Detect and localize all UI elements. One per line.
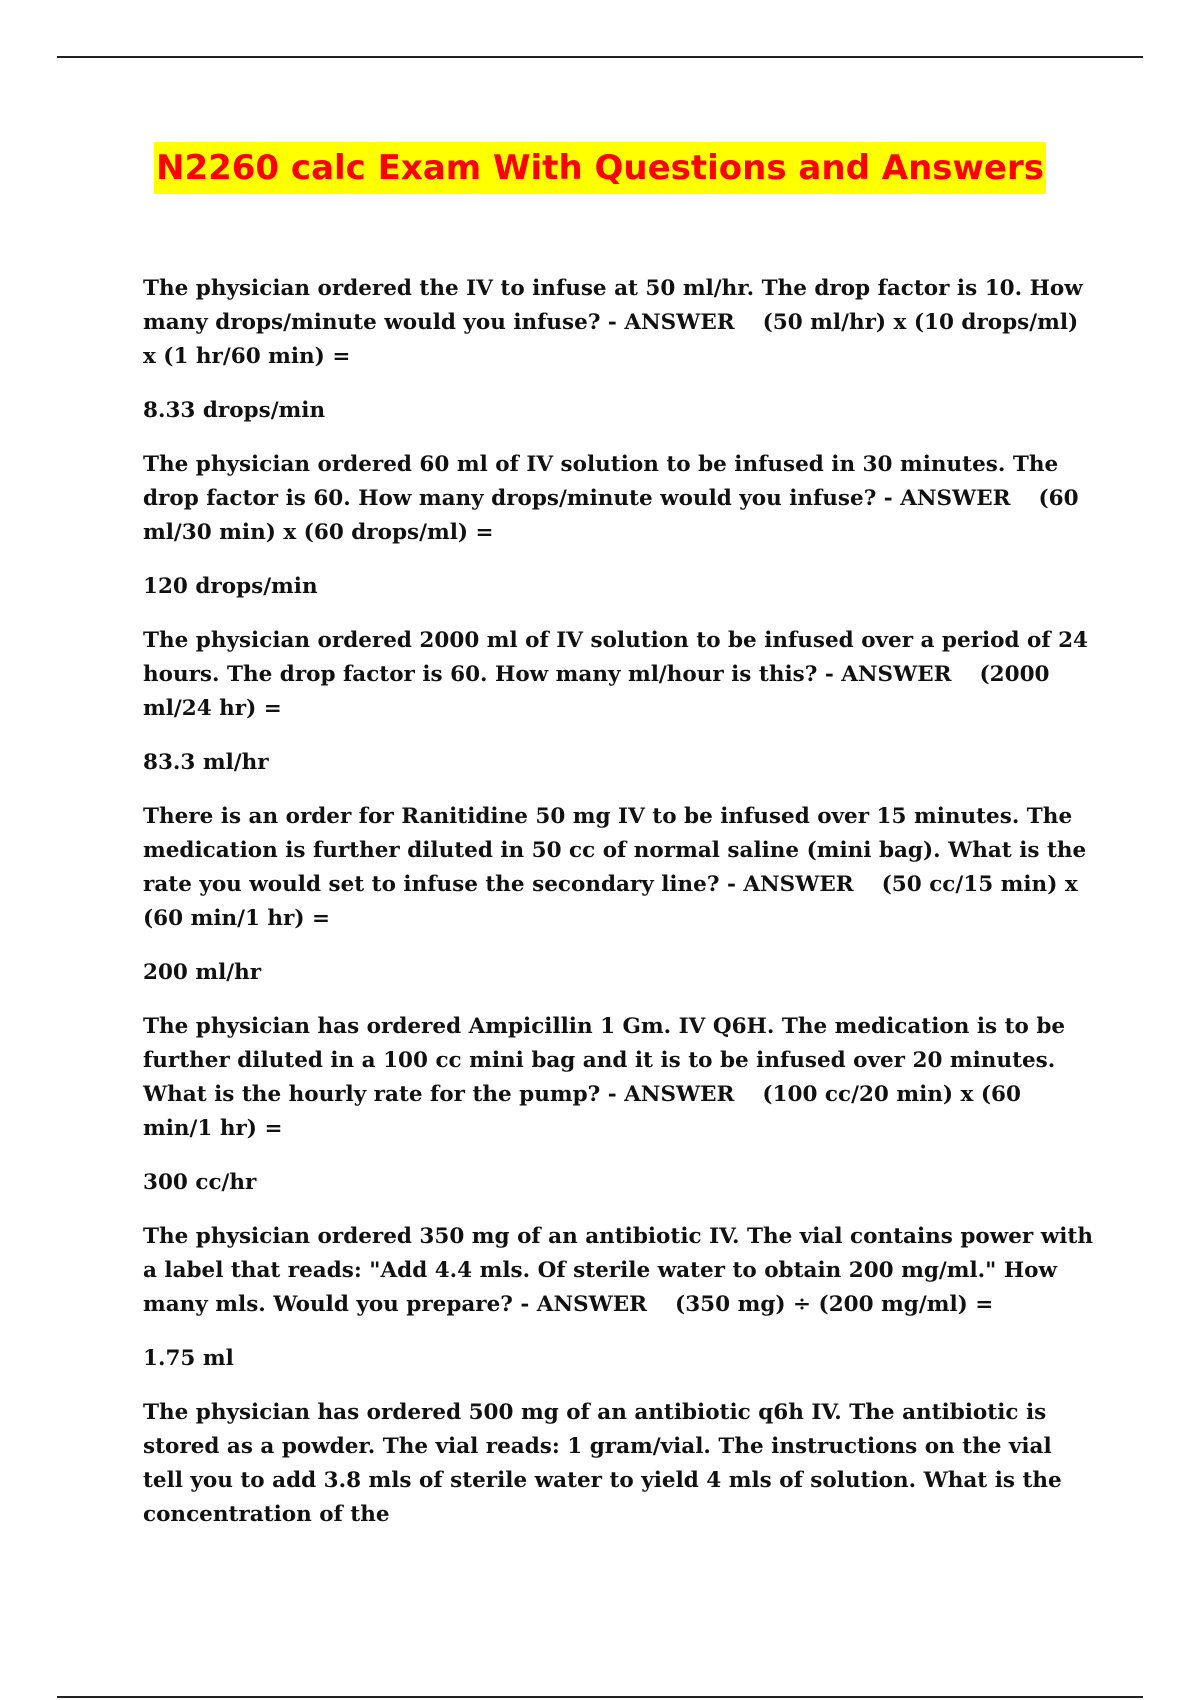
question-2 bbox=[143, 448, 1093, 550]
question-text: The physician ordered 350 mg of an antibiotic IV. The vial contains power with a label that reads: "Add 4.4 mls. Of sterile water to obtain 200 mg/ml." How many mls. Would you prepare? - ANSWER bbox=[143, 1224, 1093, 1317]
answer-2: 120 drops/min bbox=[143, 574, 318, 599]
question-1 bbox=[143, 272, 1093, 374]
answer-4: 200 ml/hr bbox=[143, 960, 262, 985]
answer-1: 8.33 drops/min bbox=[143, 398, 326, 423]
question-3 bbox=[143, 624, 1093, 726]
question-4 bbox=[143, 800, 1093, 936]
calculation-text: (350 mg) ÷ (200 mg/ml) = bbox=[675, 1292, 994, 1317]
question-text: The physician has ordered Ampicillin 1 Gm. IV Q6H. The medication is to be further diluted in a 100 cc mini bag and it is to be infused over 20 minutes. What is the hourly rate for the pump? - ANSWER bbox=[143, 1014, 1066, 1107]
calculation-text: (50 cc/15 min) x (60 min/1 hr) = bbox=[143, 872, 1078, 931]
answer-5: 300 cc/hr bbox=[143, 1170, 257, 1195]
question-text: The physician ordered 60 ml of IV solution to be infused in 30 minutes. The drop factor is 60. How many drops/minute would you infuse? - ANSWER bbox=[143, 452, 1059, 511]
question-text: There is an order for Ranitidine 50 mg IV to be infused over 15 minutes. The medication is further diluted in 50 cc of normal saline (mini bag). What is the rate you would set to infuse the secondary line? - ANSWER bbox=[143, 804, 1087, 897]
top-rule bbox=[57, 56, 1143, 58]
calculation-text: (60 ml/30 min) x (60 drops/ml) = bbox=[143, 486, 1079, 545]
question-text: The physician ordered the IV to infuse at 50 ml/hr. The drop factor is 10. How many drops/minute would you infuse? - ANSWER bbox=[143, 276, 1083, 335]
question-5 bbox=[143, 1010, 1093, 1146]
question-text: The physician ordered 2000 ml of IV solution to be infused over a period of 24 hours. The drop factor is 60. How many ml/hour is this? - ANSWER bbox=[143, 628, 1088, 687]
answer-6: 1.75 ml bbox=[143, 1346, 234, 1371]
question-6 bbox=[143, 1220, 1093, 1322]
bottom-rule bbox=[57, 1696, 1143, 1698]
answer-3: 83.3 ml/hr bbox=[143, 750, 269, 775]
calculation-text: (100 cc/20 min) x (60 min/1 hr) = bbox=[143, 1082, 1021, 1141]
question-7: The physician has ordered 500 mg of an antibiotic q6h IV. The antibiotic is stored as a powder. The vial reads: 1 gram/vial. The instructions on the vial tell you to add 3.8 mls of sterile water to yield 4 mls of solution. What is the concentration of the bbox=[143, 1400, 1062, 1527]
calculation-text: (2000 ml/24 hr) = bbox=[143, 662, 1050, 721]
document-body bbox=[143, 272, 1093, 1552]
document-title: N2260 calc Exam With Questions and Answers bbox=[154, 142, 1046, 194]
calculation-text: (50 ml/hr) x (10 drops/ml) x (1 hr/60 min) = bbox=[143, 310, 1079, 369]
title-container bbox=[0, 142, 1200, 194]
